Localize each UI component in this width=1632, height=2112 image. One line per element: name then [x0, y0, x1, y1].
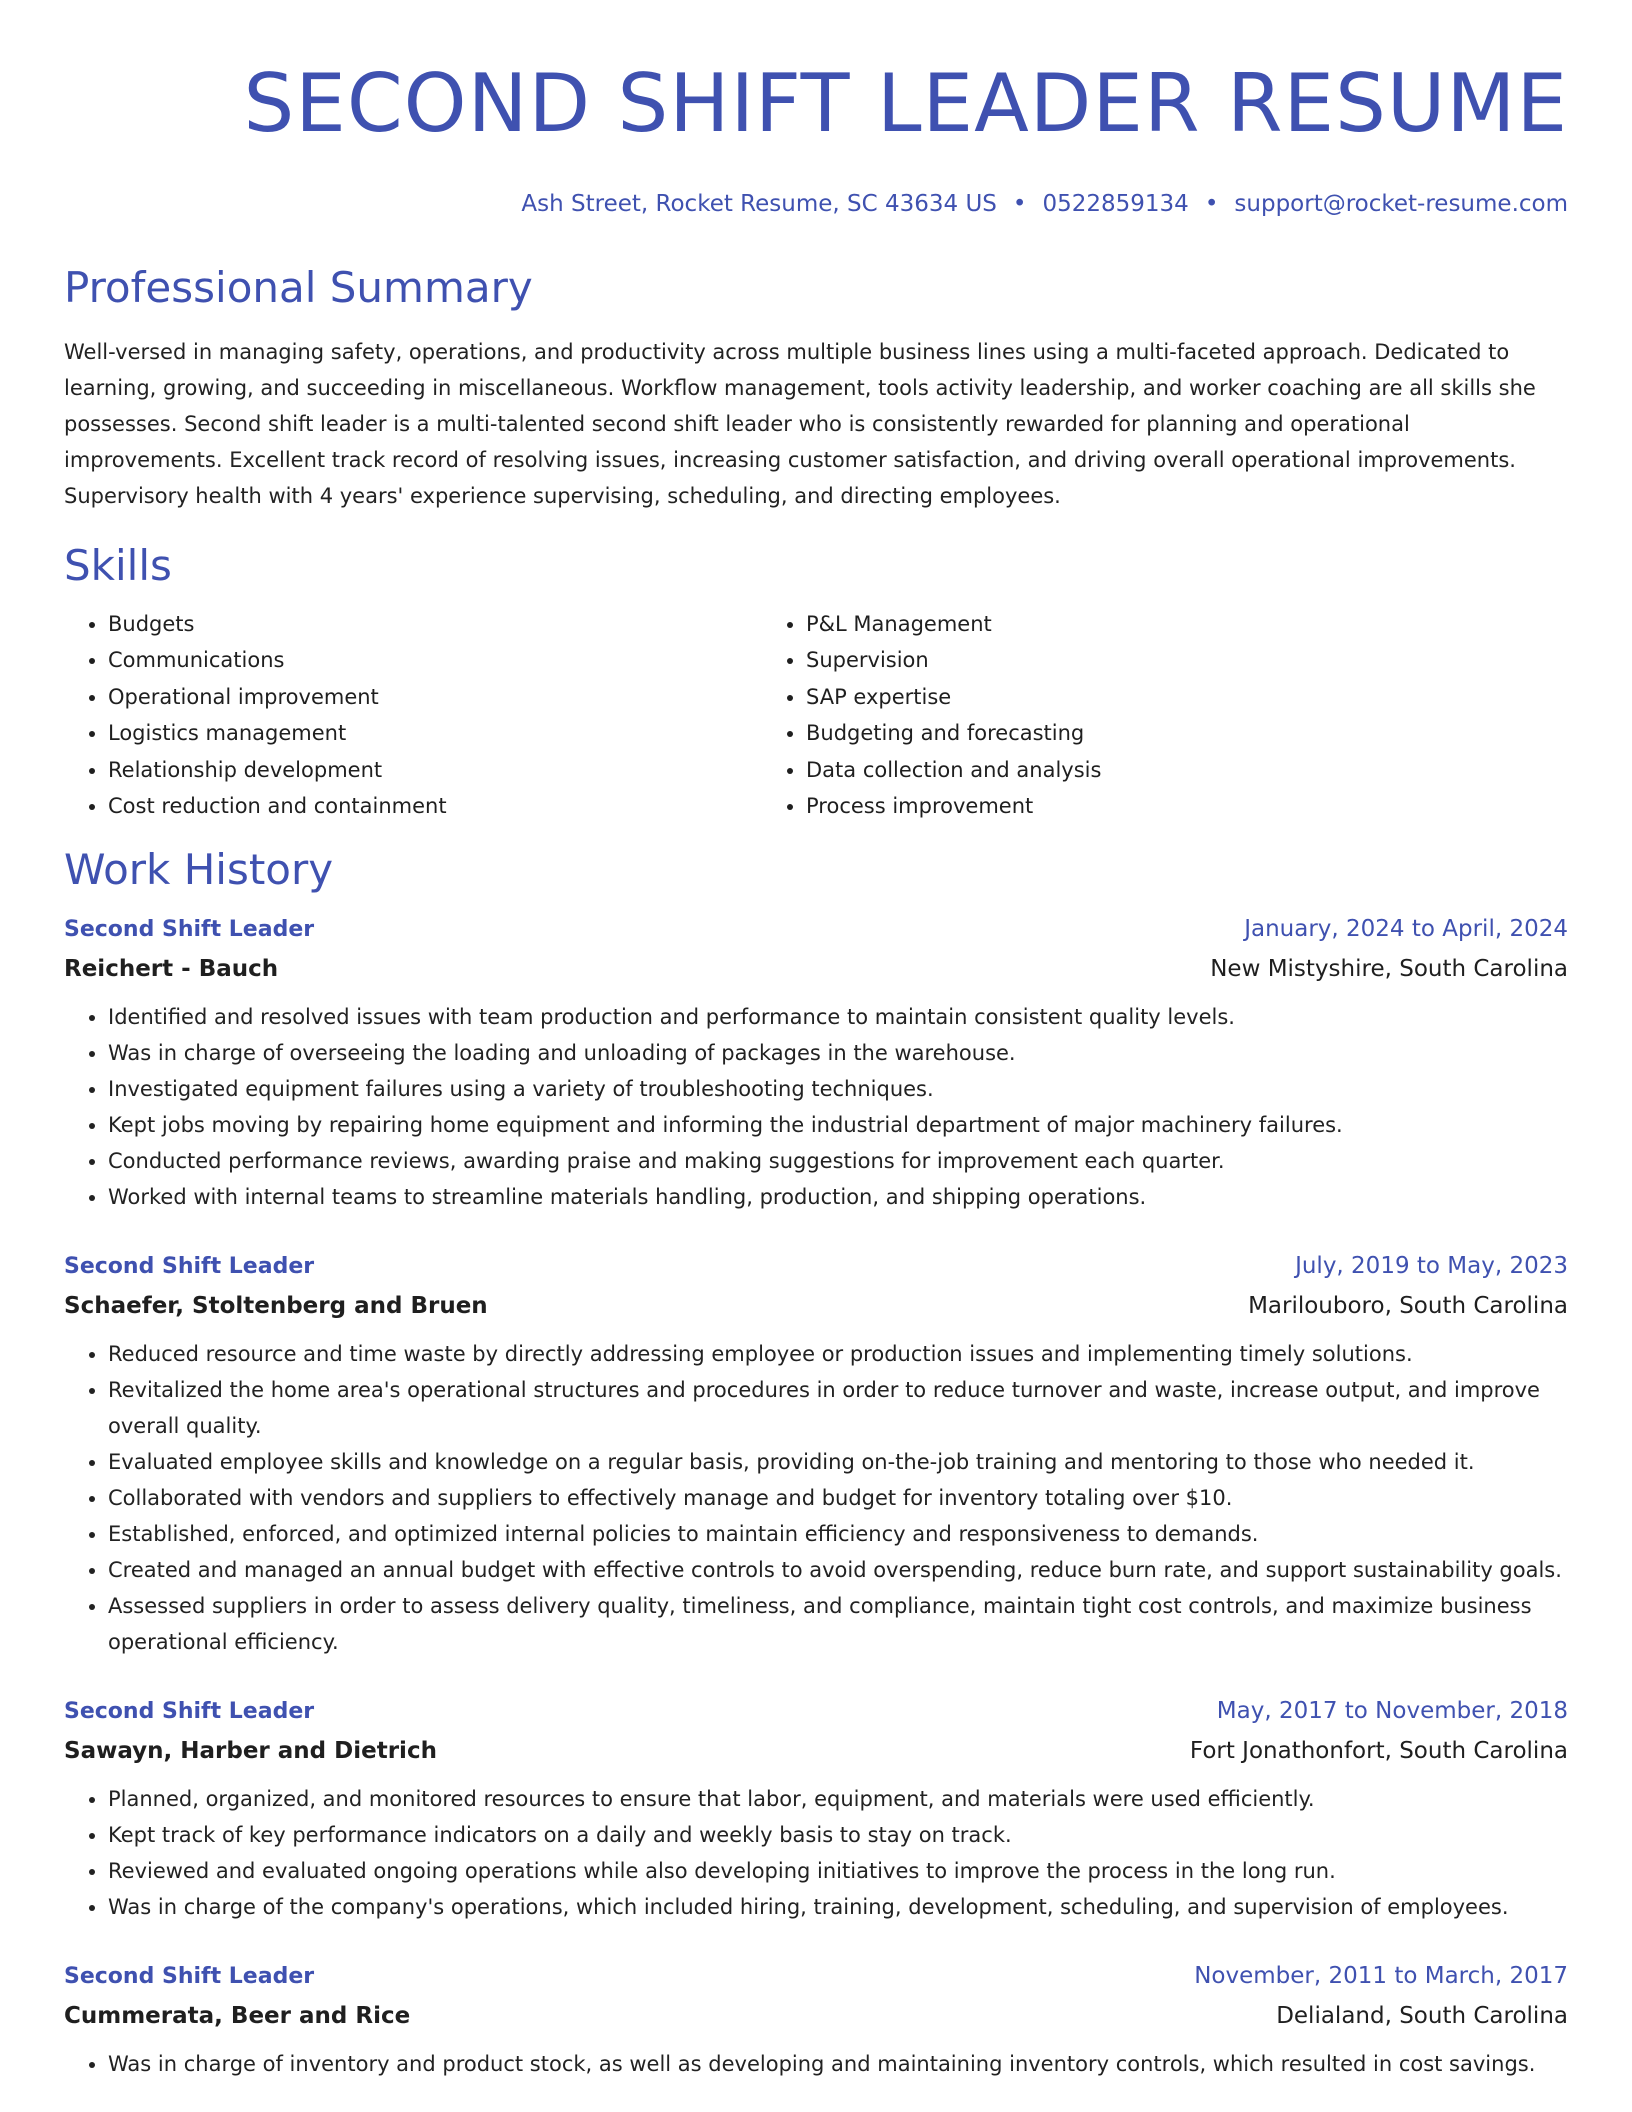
job-entry — [64, 912, 1568, 1215]
job-bullet: • Worked with internal teams to streamline materials handling, production, and shipping operations. — [108, 1179, 1568, 1215]
job-bullet: • Conducted performance reviews, awarding praise and making suggestions for improvement each quarter. — [108, 1143, 1568, 1179]
work-history-heading: Work History — [64, 845, 334, 895]
skill-item: • Cost reduction and containment — [108, 788, 762, 824]
job-location: Marilouboro, South Carolina — [1248, 1293, 1568, 1320]
skill-item: • Relationship development — [108, 752, 762, 788]
job-header-row — [64, 1694, 1568, 1729]
skills-heading: Skills — [64, 541, 172, 590]
job-header-row — [64, 1959, 1568, 1994]
skills-column-right — [762, 606, 1568, 824]
job-bullet: • Revitalized the home area's operational structures and procedures in order to reduce turnover and waste, increase output, and improve overall quality. — [108, 1372, 1568, 1444]
job-dates: May, 2017 to November, 2018 — [1216, 1698, 1568, 1725]
job-bullet: • Collaborated with vendors and suppliers to effectively manage and budget for inventory totaling over $10. — [108, 1480, 1568, 1516]
skill-item: • Operational improvement — [108, 679, 762, 715]
company-name: Cummerata, Beer and Rice — [64, 2003, 411, 2030]
job-company-row — [64, 1289, 1568, 1323]
job-title: Second Shift Leader — [64, 1254, 315, 1280]
job-bullet: • Kept jobs moving by repairing home equipment and informing the industrial department of major machinery failures. — [108, 1107, 1568, 1143]
job-bullets — [64, 1781, 1568, 1925]
job-bullet: • Kept track of key performance indicators on a daily and weekly basis to stay on track. — [108, 1817, 1568, 1853]
resume-page — [64, 0, 1568, 2082]
job-bullets — [64, 1336, 1568, 1660]
job-company-row — [64, 1734, 1568, 1768]
job-title: Second Shift Leader — [64, 1964, 315, 1990]
job-bullet: • Identified and resolved issues with team production and performance to maintain consistent quality levels. — [108, 999, 1568, 1035]
job-dates: July, 2019 to May, 2023 — [1295, 1253, 1568, 1280]
job-location: New Mistyshire, South Carolina — [1210, 956, 1568, 983]
job-bullets — [64, 2046, 1568, 2082]
job-title: Second Shift Leader — [64, 1699, 315, 1725]
job-bullet: • Established, enforced, and optimized internal policies to maintain efficiency and responsiveness to demands. — [108, 1516, 1568, 1552]
job-entry — [64, 1249, 1568, 1660]
job-header-row — [64, 1249, 1568, 1284]
contact-address: Ash Street, Rocket Resume, SC 43634 US — [521, 191, 997, 217]
contact-phone: 0522859134 — [1042, 191, 1189, 217]
skill-item: • Budgets — [108, 606, 762, 642]
job-location: Fort Jonathonfort, South Carolina — [1189, 1738, 1568, 1765]
skill-item: • Communications — [108, 642, 762, 678]
skill-item: • Supervision — [806, 642, 1568, 678]
skill-item: • Budgeting and forecasting — [806, 715, 1568, 751]
job-title: Second Shift Leader — [64, 917, 315, 943]
contact-line — [64, 188, 1568, 220]
job-entry — [64, 1694, 1568, 1925]
skill-item: • SAP expertise — [806, 679, 1568, 715]
job-bullet: • Was in charge of the company's operations, which included hiring, training, development, scheduling, and supervision of employees. — [108, 1889, 1568, 1925]
company-name: Reichert - Bauch — [64, 956, 279, 983]
skill-item: • Process improvement — [806, 788, 1568, 824]
job-dates: January, 2024 to April, 2024 — [1244, 916, 1568, 943]
job-entry — [64, 1959, 1568, 2082]
summary-text: Well-versed in managing safety, operations, and productivity across multiple business lines using a multi-faceted approach. Dedicated to learning, growing, and succeeding in miscellaneous. Workflow management, tools activity leadership, and worker coaching are all skills she possesses. Second shift leader is a multi-talented second shift leader who is consistently rewarded for planning and operational improvements. Excellent track record of resolving issues, increasing customer satisfaction, and driving overall operational improvements. Supervisory health with 4 years' experience supervising, scheduling, and directing employees. — [64, 340, 1536, 508]
skill-item: • P&L Management — [806, 606, 1568, 642]
job-bullet: • Reviewed and evaluated ongoing operations while also developing initiatives to improve the process in the long run. — [108, 1853, 1568, 1889]
skill-item: • Logistics management — [108, 715, 762, 751]
job-header-row — [64, 912, 1568, 947]
job-bullet: • Was in charge of overseeing the loading and unloading of packages in the warehouse. — [108, 1035, 1568, 1071]
job-bullet: • Planned, organized, and monitored resources to ensure that labor, equipment, and materials were used efficiently. — [108, 1781, 1568, 1817]
job-bullet: • Evaluated employee skills and knowledge on a regular basis, providing on-the-job training and mentoring to those who needed it. — [108, 1444, 1568, 1480]
job-bullet: • Assessed suppliers in order to assess delivery quality, timeliness, and compliance, maintain tight cost controls, and maximize business operational efficiency. — [108, 1588, 1568, 1660]
company-name: Schaefer, Stoltenberg and Bruen — [64, 1293, 488, 1320]
job-bullets — [64, 999, 1568, 1215]
job-dates: November, 2011 to March, 2017 — [1194, 1963, 1568, 1990]
resume-title: SECOND SHIFT LEADER RESUME — [243, 57, 1568, 150]
job-location: Delialand, South Carolina — [1276, 2003, 1568, 2030]
contact-separator: • — [1012, 191, 1027, 217]
job-company-row — [64, 1999, 1568, 2033]
job-bullet: • Created and managed an annual budget with effective controls to avoid overspending, reduce burn rate, and support sustainability goals. — [108, 1552, 1568, 1588]
skill-item: • Data collection and analysis — [806, 752, 1568, 788]
contact-email: support@rocket-resume.com — [1234, 191, 1568, 217]
company-name: Sawayn, Harber and Dietrich — [64, 1738, 437, 1765]
contact-separator: • — [1204, 191, 1219, 217]
job-company-row — [64, 952, 1568, 986]
skills-column-left — [64, 606, 762, 824]
job-bullet: • Investigated equipment failures using a variety of troubleshooting techniques. — [108, 1071, 1568, 1107]
job-bullet: • Reduced resource and time waste by directly addressing employee or production issues and implementing timely solutions. — [108, 1336, 1568, 1372]
summary-heading: Professional Summary — [64, 263, 533, 312]
job-bullet: • Was in charge of inventory and product stock, as well as developing and maintaining inventory controls, which resulted in cost savings. — [108, 2046, 1568, 2082]
work-history-list — [64, 912, 1568, 2082]
skills-list — [64, 606, 1568, 824]
